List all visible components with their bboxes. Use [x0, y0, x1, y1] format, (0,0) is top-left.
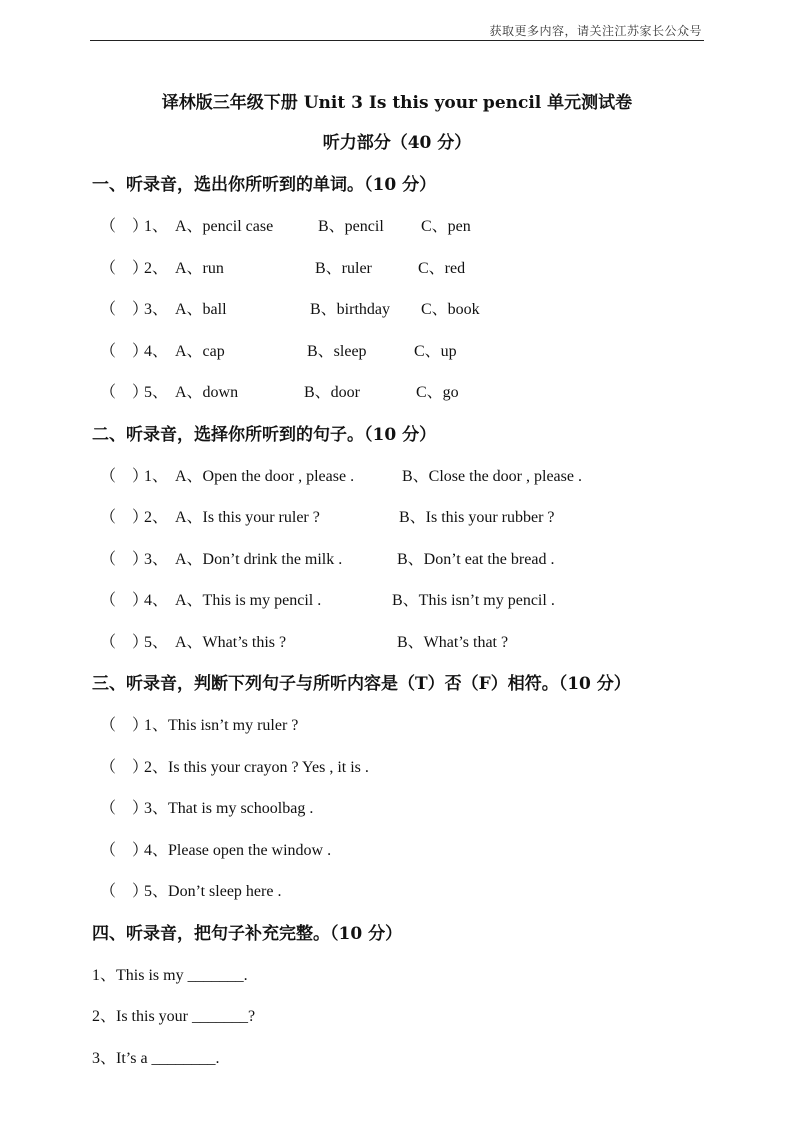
- question-row: [100, 878, 281, 901]
- statement-text: This isn’t my ruler ?: [168, 717, 299, 734]
- statement-text: Don’t sleep here .: [168, 883, 282, 900]
- question-number: 4、: [144, 343, 169, 360]
- question-number: 1、: [144, 218, 169, 235]
- option-a: A、cap: [175, 343, 225, 360]
- option-b: B、Don’t eat the bread .: [397, 551, 555, 568]
- section-4-heading: 四、听录音，把句子补充完整。（10 分）: [92, 924, 403, 944]
- header-note: 获取更多内容，请关注江苏家长公众号: [489, 24, 702, 38]
- question-number: 5、: [144, 634, 169, 651]
- answer-blank[interactable]: （ ）: [100, 842, 149, 859]
- question-number: 4、: [144, 842, 169, 859]
- question-number: 2、: [144, 759, 169, 776]
- option-c: C、red: [418, 260, 466, 277]
- answer-blank[interactable]: （ ）: [100, 260, 149, 277]
- question-row: [100, 338, 457, 361]
- option-b: B、sleep: [307, 343, 367, 360]
- question-row: [100, 754, 369, 777]
- option-a: A、pencil case: [175, 218, 274, 235]
- answer-blank[interactable]: （ ）: [100, 468, 149, 485]
- question-row: [100, 795, 313, 818]
- answer-blank[interactable]: （ ）: [100, 800, 149, 817]
- option-b: B、This isn’t my pencil .: [392, 592, 555, 609]
- section-2-heading: 二、听录音，选择你所听到的句子。（10 分）: [92, 425, 437, 445]
- option-a: A、down: [175, 384, 239, 401]
- answer-blank[interactable]: （ ）: [100, 717, 149, 734]
- question-number: 1、: [144, 717, 169, 734]
- question-row: [100, 546, 555, 569]
- option-c: C、pen: [421, 218, 471, 235]
- question-number: 2、: [144, 260, 169, 277]
- option-b: B、door: [304, 384, 361, 401]
- section-3-heading: 三、听录音，判断下列句子与所听内容是（T）否（F）相符。（10 分）: [92, 674, 631, 694]
- option-a: A、ball: [175, 301, 227, 318]
- fill-in-sentence[interactable]: 1、This is my _______.: [92, 967, 248, 984]
- answer-blank[interactable]: （ ）: [100, 218, 149, 235]
- question-row: [100, 213, 471, 236]
- section-1-heading: 一、听录音，选出你所听到的单词。（10 分）: [92, 175, 437, 195]
- option-b: B、Close the door , please .: [402, 468, 582, 485]
- answer-blank[interactable]: （ ）: [100, 551, 149, 568]
- answer-blank[interactable]: （ ）: [100, 592, 149, 609]
- option-a: A、Open the door , please .: [175, 468, 355, 485]
- answer-blank[interactable]: （ ）: [100, 883, 149, 900]
- question-row: [100, 712, 298, 735]
- option-b: B、ruler: [315, 260, 372, 277]
- fill-in-sentence[interactable]: 2、Is this your _______?: [92, 1008, 256, 1025]
- option-a: A、Is this your ruler ?: [175, 509, 320, 526]
- option-a: A、What’s this ?: [175, 634, 287, 651]
- fill-in-sentence[interactable]: 3、It’s a ________.: [92, 1050, 220, 1067]
- option-b: B、Is this your rubber ?: [399, 509, 555, 526]
- question-number: 5、: [144, 384, 169, 401]
- answer-blank[interactable]: （ ）: [100, 759, 149, 776]
- question-row: [100, 463, 582, 486]
- question-number: 3、: [144, 800, 169, 817]
- answer-blank[interactable]: （ ）: [100, 301, 149, 318]
- page-subtitle: 听力部分（40 分）: [322, 133, 472, 153]
- question-row: [100, 837, 331, 860]
- statement-text: Is this your crayon ? Yes , it is .: [168, 759, 369, 776]
- option-c: C、up: [414, 343, 457, 360]
- option-a: A、Don’t drink the milk .: [175, 551, 343, 568]
- header-divider: [90, 40, 704, 41]
- answer-blank[interactable]: （ ）: [100, 384, 149, 401]
- option-b: B、pencil: [318, 218, 384, 235]
- question-number: 2、: [144, 509, 169, 526]
- option-a: A、run: [175, 260, 224, 277]
- statement-text: That is my schoolbag .: [168, 800, 314, 817]
- question-number: 1、: [144, 468, 169, 485]
- option-c: C、go: [416, 384, 459, 401]
- answer-blank[interactable]: （ ）: [100, 634, 149, 651]
- question-row: [100, 587, 555, 610]
- question-number: 3、: [144, 301, 169, 318]
- option-b: B、What’s that ?: [397, 634, 509, 651]
- option-c: C、book: [421, 301, 480, 318]
- statement-text: Please open the window .: [168, 842, 332, 859]
- option-a: A、This is my pencil .: [175, 592, 322, 609]
- option-b: B、birthday: [310, 301, 390, 318]
- question-row: [100, 504, 555, 527]
- question-row: [100, 379, 459, 402]
- question-number: 3、: [144, 551, 169, 568]
- question-row: [100, 255, 466, 278]
- page-title: 译林版三年级下册 Unit 3 Is this your pencil 单元测试卷: [161, 93, 633, 113]
- question-row: [100, 629, 509, 652]
- question-number: 4、: [144, 592, 169, 609]
- question-number: 5、: [144, 883, 169, 900]
- question-row: [100, 296, 480, 319]
- answer-blank[interactable]: （ ）: [100, 343, 149, 360]
- answer-blank[interactable]: （ ）: [100, 509, 149, 526]
